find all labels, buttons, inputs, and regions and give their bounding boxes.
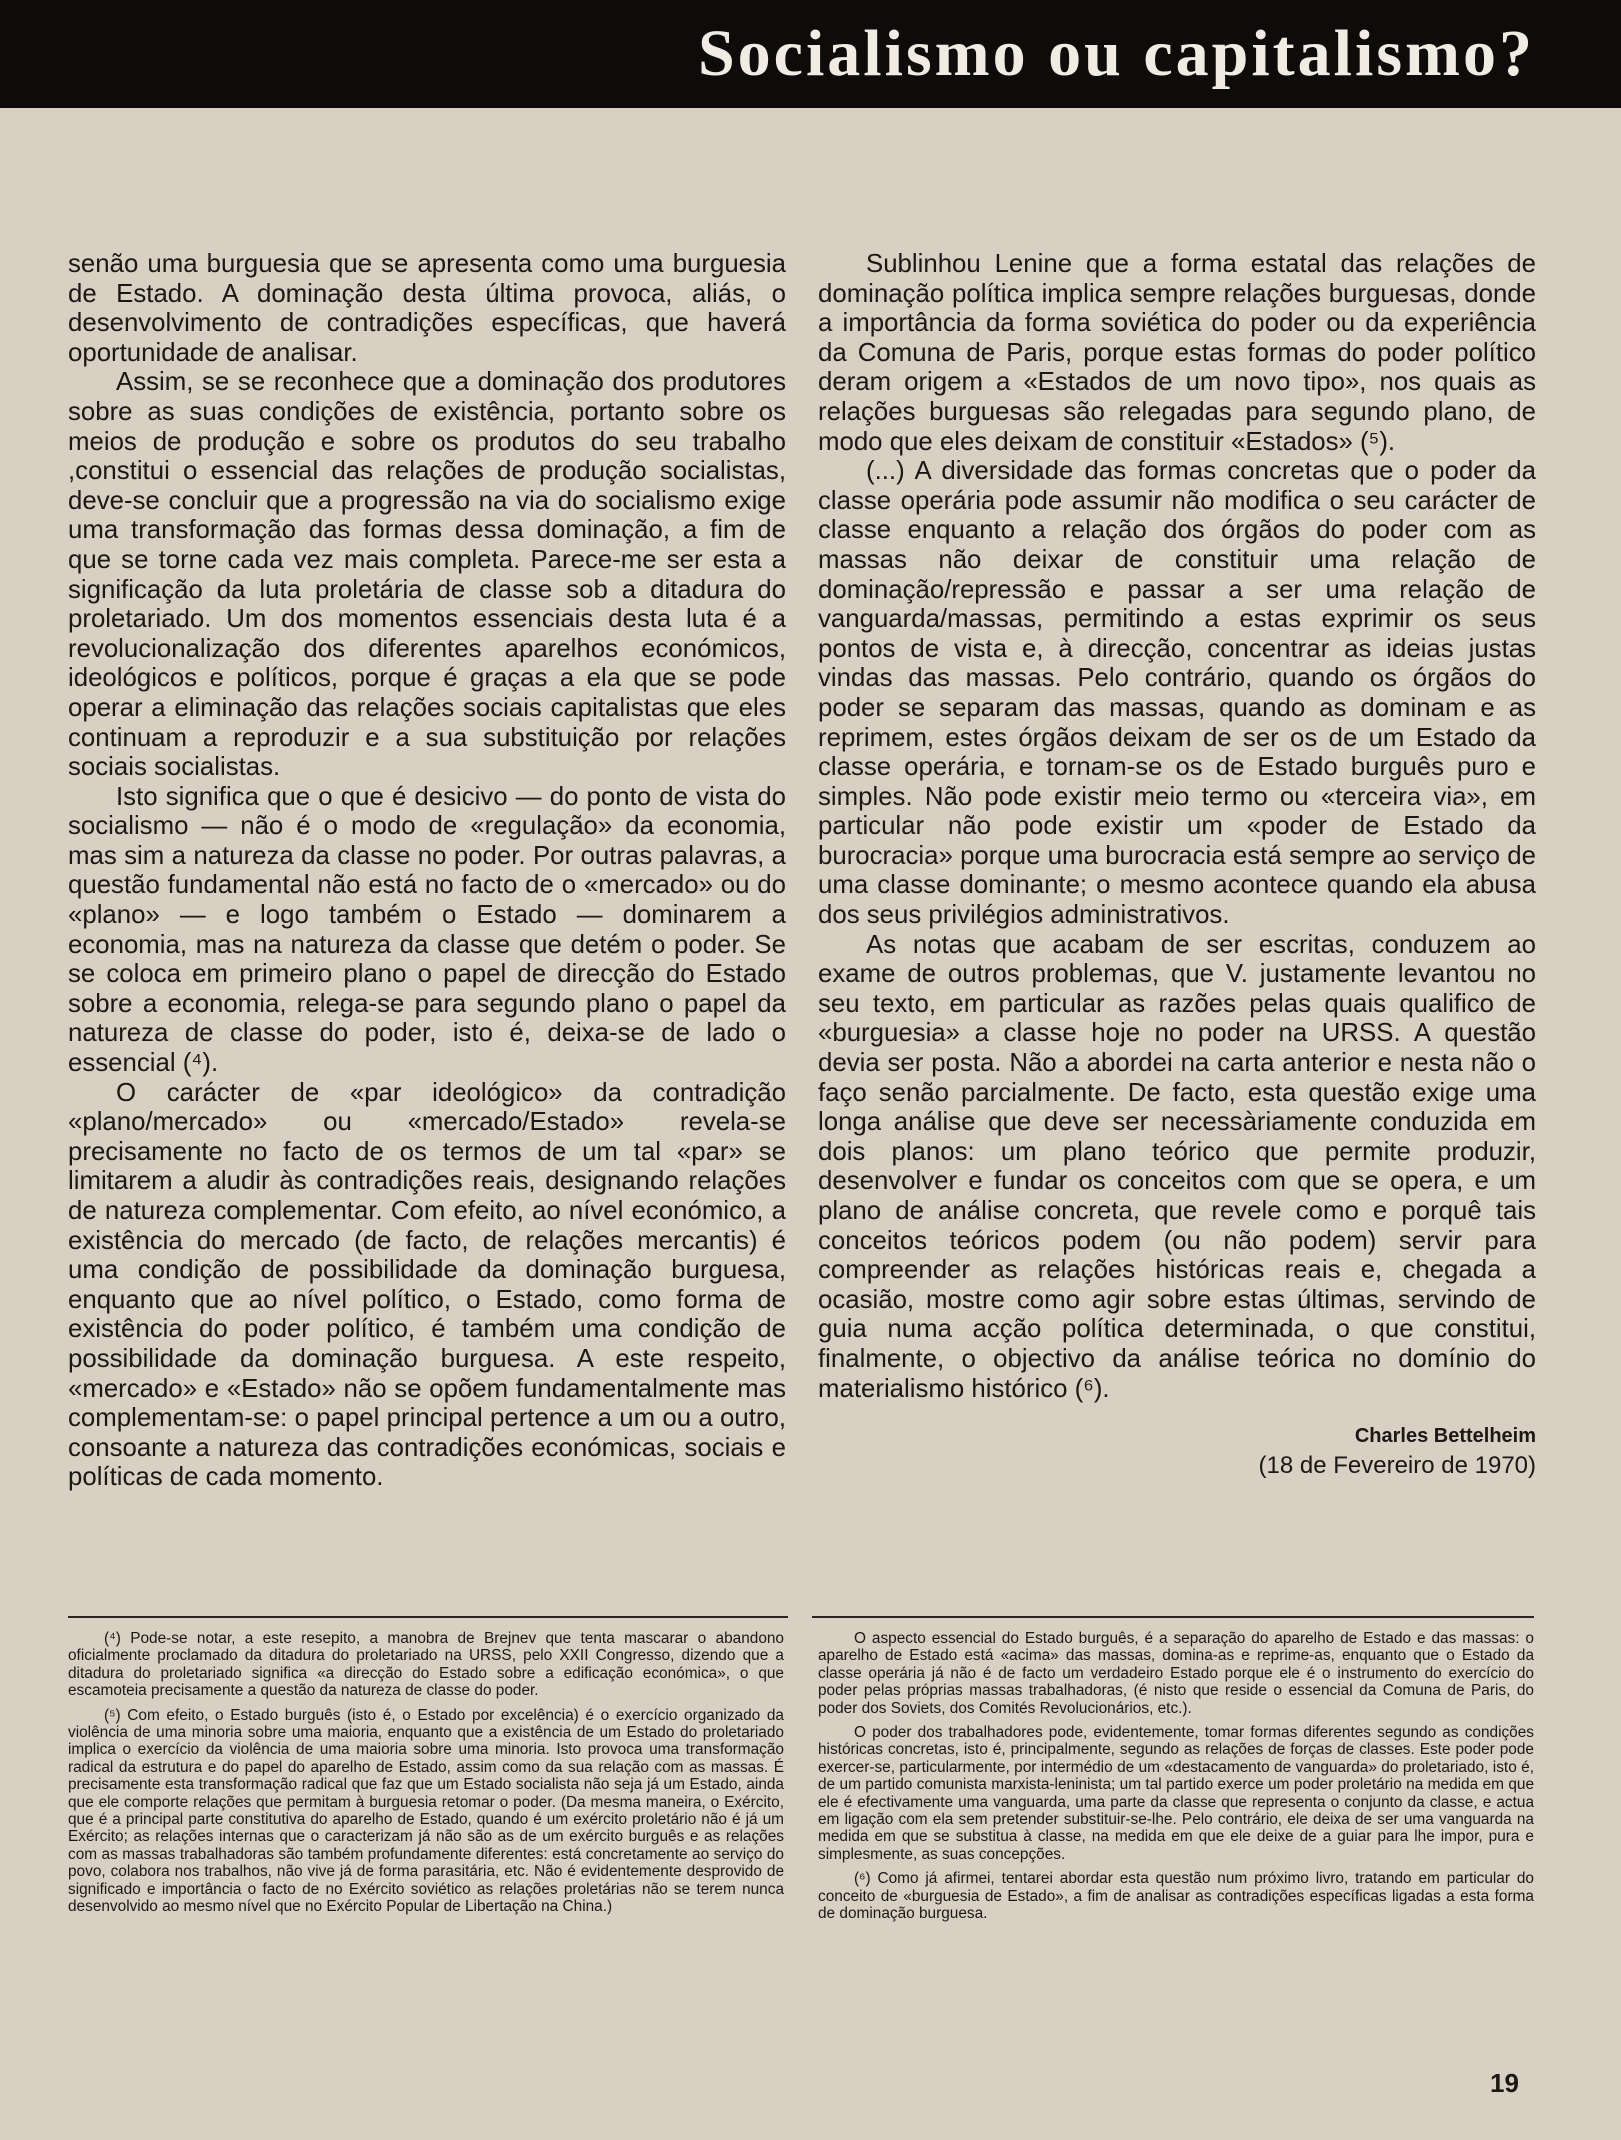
footnote: O aspecto essencial do Estado burguês, é a separação do aparelho de Estado e das massas: o aparelho de Estado está «acima» das massas, domina-as e reprime-as, enquanto que o Estado da classe operária já não é de facto um verdadeiro Estado porque ele é o instrumento do exercício do poder pelas próprias massas trabalhadoras, (é nisto que reside o essencial da Comuna de Paris, do poder dos Soviets, dos Comités Revolucionários, etc.). [818, 1630, 1534, 1717]
page-title: Socialismo ou capitalismo? [697, 17, 1535, 90]
footnotes-right [818, 1630, 1534, 1930]
footnote: (⁵) Com efeito, o Estado burguês (isto é, o Estado por excelência) é o exercício organizado da violência de uma minoria sobre uma maioria, enquanto que a existência de um Estado do proletariado implica o exercício da violência de uma maioria sobre uma minoria. Isto provoca uma transformação radical da estrutura e do papel do aparelho de Estado, assim como da sua relação com as massas. É precisamente esta transformação radical que faz que um Estado socialista não seja já um Estado, ainda que ele comporte relações que permitam à burguesia retomar o poder. (Da mesma maneira, o Exército, que é a principal parte constitutiva do aparelho de Estado, quando é um exército proletário não é já um Exército; as relações internas que o caracterizam já não são as de um exército burguês e as relações com as massas trabalhadoras são também profundamente diferentes: está concretamente ao serviço do povo, colabora nos trabalhos, não vive já de forma parasitária, etc. Não é evidentemente desprovido de significado e importância o facto de no Exército soviético as relações proletárias não se terem nunca desenvolvido ao mesmo nível que no Exército Popular de Libertação na China.) [68, 1706, 784, 1916]
page-number: 19 [1490, 2068, 1519, 2098]
article-column-left [68, 250, 786, 1493]
footnote: (⁴) Pode-se notar, a este resepito, a manobra de Brejnev que tenta mascarar o abandono oficialmente proclamado da ditadura do proletariado na URSS, pelo XXII Congresso, dizendo que a ditadura do proletariado significa «a direcção do Estado sobre a edificação económica», o que escamoteia precisamente a questão da natureza de classe do poder. [68, 1630, 784, 1700]
footnote-divider-right [812, 1616, 1534, 1618]
article-column-right [818, 250, 1536, 1482]
article-paragraph: Assim, se se reconhece que a dominação dos produtores sobre as suas condições de existência, portanto sobre os meios de produção e sobre os produtos do seu trabalho ,constitui o essencial das relações de produção socialistas, deve-se concluir que a progressão na via do socialismo exige uma transformação das formas dessa dominação, a fim de que se torne cada vez mais completa. Parece-me ser esta a significação da luta proletária de classe sob a ditadura do proletariado. Um dos momentos essenciais desta luta é a revolucionalização dos diferentes aparelhos económicos, ideológicos e políticos, porque é graças a ela que se pode operar a eliminação das relações sociais capitalistas que eles continuam a reproduzir e a sua substituição por relações sociais socialistas. [68, 368, 786, 782]
footnote-divider-left [68, 1616, 788, 1618]
article-paragraph: senão uma burguesia que se apresenta como uma burguesia de Estado. A dominação desta última provoca, aliás, o desenvolvimento de contradições específicas, que haverá oportunidade de analisar. [68, 250, 786, 367]
author-name: Charles Bettelheim [1354, 1425, 1536, 1448]
signature-block [818, 1422, 1536, 1482]
footnote: O poder dos trabalhadores pode, evidentemente, tomar formas diferentes segundo as condições históricas concretas, isto é, principalmente, segundo as relações de forças de classes. Este poder pode exercer-se, particularmente, por intermédio de um «destacamento de vanguarda» do proletariado, isto é, de um partido comunista marxista-leninista; um tal partido exerce um poder proletário na medida em que ele é efectivamente uma vanguarda, uma parte da classe que representa o conjunto da classe, e actua em ligação com ela sem pretender substituir-se-lhe. Pelo contrário, ele deixa de ser uma vanguarda na medida em que se substitua à classe, na medida em que ele deixe de a guiar para lhe impor, pura e simplesmente, as suas concepções. [818, 1724, 1534, 1863]
footnote: (⁶) Como já afirmei, tentarei abordar esta questão num próximo livro, tratando em particular do conceito de «burguesia de Estado», a fim de analisar as contradições específicas ligadas a esta forma de dominação burguesa. [818, 1870, 1534, 1923]
article-paragraph: Sublinhou Lenine que a forma estatal das relações de dominação política implica sempre relações burguesas, donde a importância da forma soviética do poder ou da experiência da Comuna de Paris, porque estas formas do poder político deram origem a «Estados de um novo tipo», nos quais as relações burguesas são relegadas para segundo plano, de modo que eles deixam de constituir «Estados» (⁵). [818, 250, 1536, 456]
signature-date: (18 de Fevereiro de 1970) [1258, 1452, 1536, 1480]
article-paragraph: As notas que acabam de ser escritas, conduzem ao exame de outros problemas, que V. justamente levantou no seu texto, em particular as razões pelas quais qualifico de «burguesia» a classe hoje no poder na URSS. A questão devia ser posta. Não a abordei na carta anterior e nesta não o faço senão parcialmente. De facto, esta questão exige uma longa análise que deve ser necessàriamente conduzida em dois planos: um plano teórico que permite produzir, desenvolver e fundar os conceitos com que se opera, e um plano de análise concreta, que revele como e porquê tais conceitos teóricos podem (ou não podem) servir para compreender as relações históricas reais e, chegada a ocasião, mostre como agir sobre estas últimas, servindo de guia numa acção política determinada, o que constitui, finalmente, o objectivo da análise teórica no domínio do materialismo histórico (⁶). [818, 930, 1536, 1403]
article-paragraph: Isto significa que o que é desicivo — do ponto de vista do socialismo — não é o modo de «regulação» da economia, mas sim a natureza da classe no poder. Por outras palavras, a questão fundamental não está no facto de o «mercado» ou do «plano» — e logo também o Estado — dominarem a economia, mas na natureza da classe que detém o poder. Se se coloca em primeiro plano o papel de direcção do Estado sobre a economia, relega-se para segundo plano o papel da natureza de classe do poder, isto é, deixa-se de lado o essencial (⁴). [68, 782, 786, 1078]
article-paragraph: (...) A diversidade das formas concretas que o poder da classe operária pode assumir não modifica o seu carácter de classe enquanto a relação dos órgãos do poder com as massas não deixar de constituir uma relação de dominação/repressão e passar a ser uma relação de vanguarda/massas, permitindo a estas exprimir os seus pontos de vista e, à direcção, concentrar as ideias justas vindas das massas. Pelo contrário, quando os órgãos do poder se separam das massas, quando as dominam e as reprimem, estes órgãos deixam de ser os de um Estado da classe operária, e tornam-se os de Estado burguês puro e simples. Não pode existir meio termo ou «terceira via», em particular não pode existir um «poder de Estado da burocracia» porque uma burocracia está sempre ao serviço de uma classe dominante; o mesmo acontece quando ela abusa dos seus privilégios administrativos. [818, 457, 1536, 930]
footnotes-left [68, 1630, 784, 1923]
article-paragraph: O carácter de «par ideológico» da contradição «plano/mercado» ou «mercado/Estado» revela-se precisamente no facto de os termos de um tal «par» se limitarem a aludir às contradições reais, designando relações de natureza complementar. Com efeito, ao nível económico, a existência do mercado (de facto, de relações mercantis) é uma condição de possibilidade da dominação burguesa, enquanto que ao nível político, o Estado, como forma de existência do poder político, é também uma condição de possibilidade da dominação burguesa. A este respeito, «mercado» e «Estado» não se opõem fundamentalmente mas complementam-se: o papel principal pertence a um ou a outro, consoante a natureza das contradições económicas, sociais e políticas de cada momento. [68, 1078, 786, 1492]
